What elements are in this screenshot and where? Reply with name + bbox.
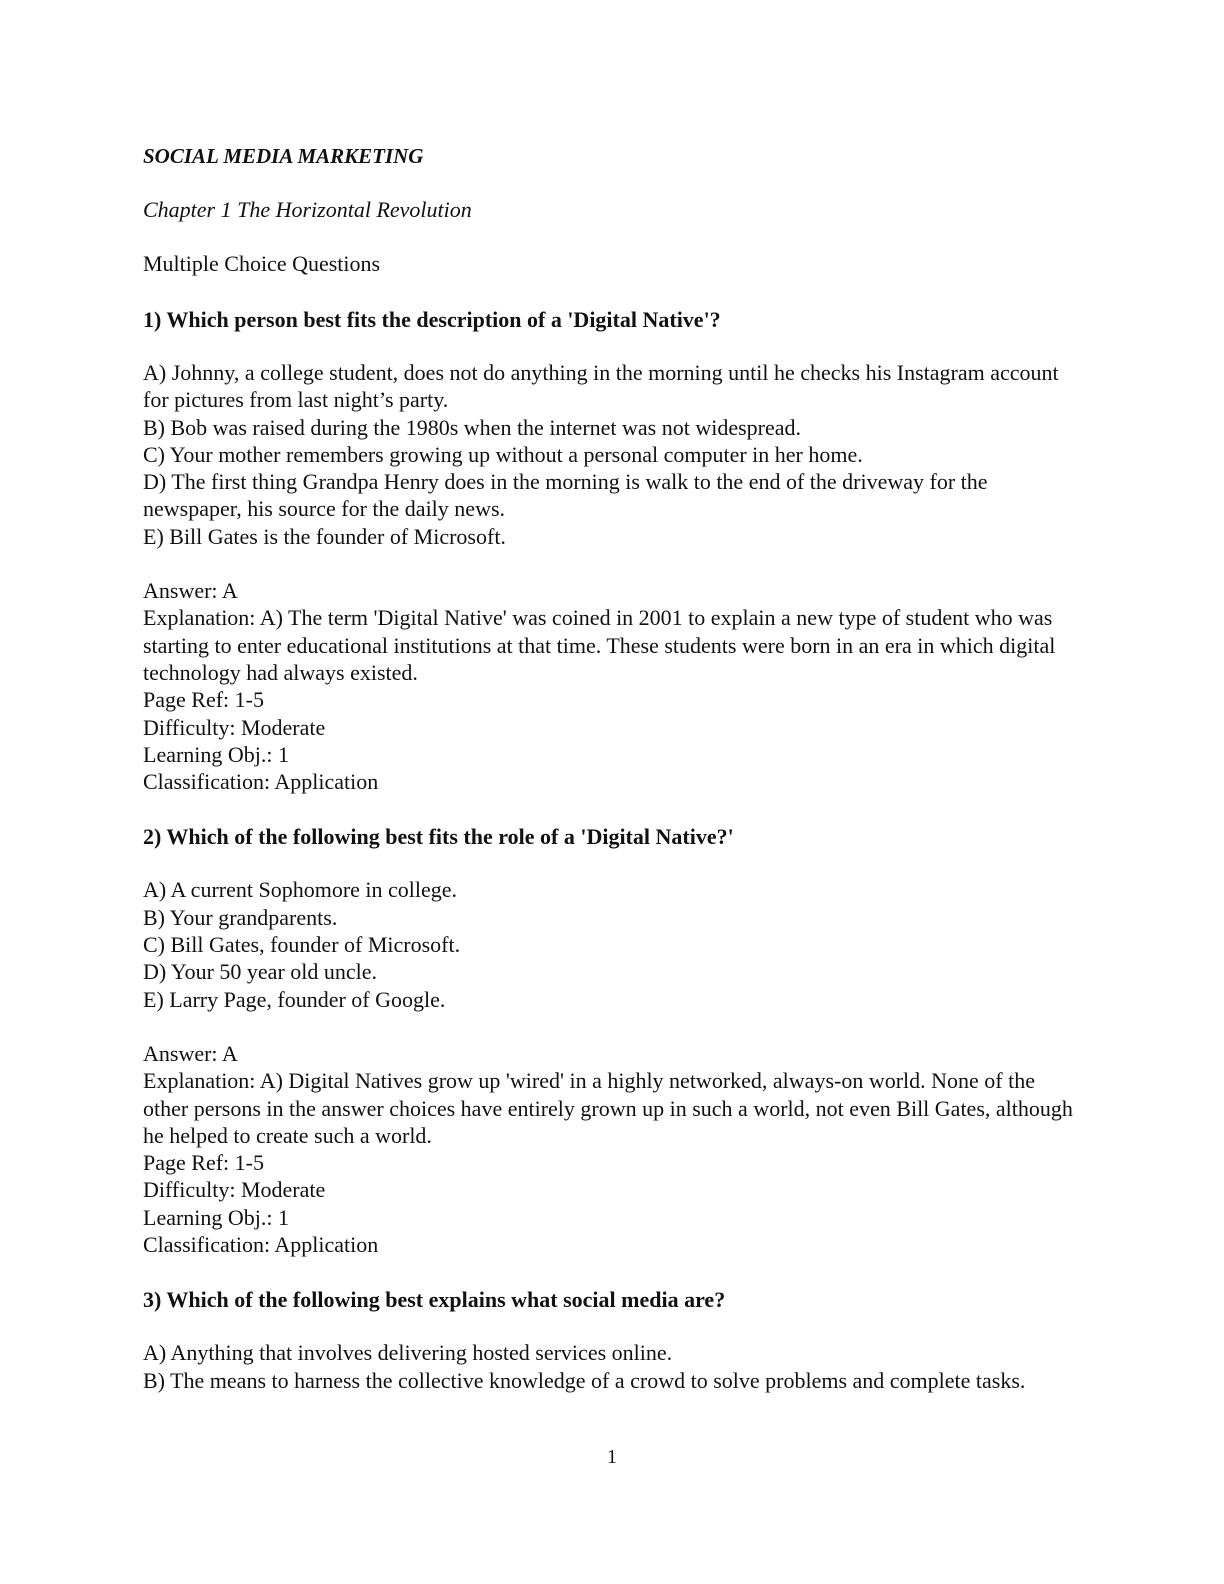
option: B) Your grandparents. bbox=[143, 904, 338, 930]
question-1-answer-block bbox=[143, 577, 1083, 795]
option: D) The first thing Grandpa Henry does in the morning is walk to the end of the driveway for the newspaper, his source for the daily news. bbox=[143, 469, 988, 522]
answer: Answer: A bbox=[143, 578, 238, 604]
learning-objective: Learning Obj.: 1 bbox=[143, 1204, 290, 1230]
document-title: SOCIAL MEDIA MARKETING bbox=[143, 144, 424, 168]
chapter-heading: Chapter 1 The Horizontal Revolution bbox=[143, 197, 472, 222]
option: B) The means to harness the collective knowledge of a crowd to solve problems and complete tasks. bbox=[143, 1367, 1026, 1393]
option: E) Bill Gates is the founder of Microsoft. bbox=[143, 523, 506, 549]
classification: Classification: Application bbox=[143, 1232, 379, 1258]
classification: Classification: Application bbox=[143, 769, 379, 795]
option: E) Larry Page, founder of Google. bbox=[143, 986, 446, 1012]
page-ref: Page Ref: 1-5 bbox=[143, 687, 264, 713]
document-page bbox=[143, 141, 1083, 1421]
question-2-answer-block bbox=[143, 1040, 1083, 1258]
question-1: 1) Which person best fits the description of a 'Digital Native'? bbox=[143, 307, 721, 332]
difficulty: Difficulty: Moderate bbox=[143, 1177, 326, 1203]
explanation: Explanation: A) The term 'Digital Native' was coined in 2001 to explain a new type of student who was starting to enter educational institutions at that time. These students were born in an era in which digital technology had always existed. bbox=[143, 605, 1056, 685]
section-heading: Multiple Choice Questions bbox=[143, 251, 381, 276]
page-ref: Page Ref: 1-5 bbox=[143, 1150, 264, 1176]
answer: Answer: A bbox=[143, 1040, 238, 1066]
option: A) Anything that involves delivering hosted services online. bbox=[143, 1340, 673, 1366]
question-2: 2) Which of the following best fits the role of a 'Digital Native?' bbox=[143, 824, 734, 850]
option: A) Johnny, a college student, does not do anything in the morning until he checks his Instagram account for pictures from last night’s party. bbox=[143, 360, 1059, 413]
option: D) Your 50 year old uncle. bbox=[143, 959, 378, 985]
question-2-options bbox=[143, 876, 1083, 1012]
option: C) Bill Gates, founder of Microsoft. bbox=[143, 932, 461, 958]
learning-objective: Learning Obj.: 1 bbox=[143, 741, 290, 767]
page-number: 1 bbox=[607, 1446, 617, 1468]
explanation: Explanation: A) Digital Natives grow up 'wired' in a highly networked, always-on world. None of the other persons in the answer choices have entirely grown up in such a world, not even Bill Gates, although he helped to create such a world. bbox=[143, 1068, 1073, 1148]
difficulty: Difficulty: Moderate bbox=[143, 714, 326, 740]
option: A) A current Sophomore in college. bbox=[143, 877, 458, 903]
question-3: 3) Which of the following best explains what social media are? bbox=[143, 1287, 726, 1313]
question-1-options bbox=[143, 359, 1083, 550]
option: B) Bob was raised during the 1980s when the internet was not widespread. bbox=[143, 414, 802, 440]
question-3-options bbox=[143, 1339, 1083, 1394]
option: C) Your mother remembers growing up without a personal computer in her home. bbox=[143, 441, 863, 467]
